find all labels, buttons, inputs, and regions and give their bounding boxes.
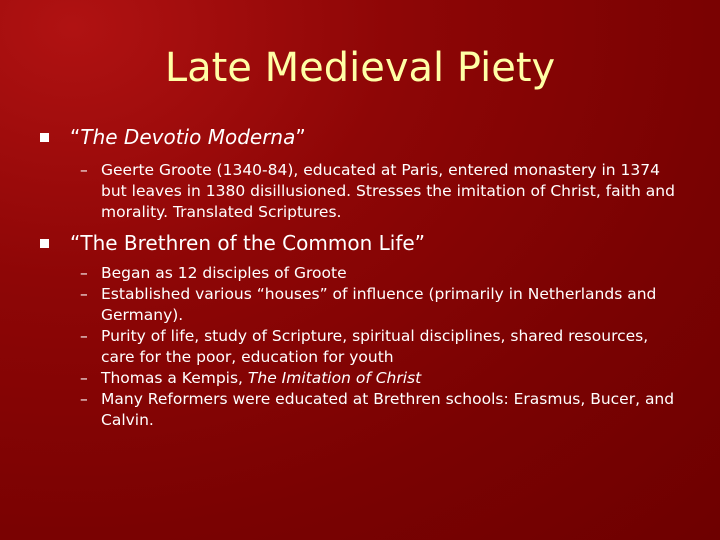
sub-item-reformers <box>80 389 680 431</box>
dash-marker: – <box>80 285 88 303</box>
kempis-text: Thomas a Kempis, <box>101 369 248 387</box>
sub-item-text <box>101 368 680 389</box>
sub-item-text: Purity of life, study of Scripture, spiritual disciplines, shared resources, care for the poor, education for youth <box>101 327 649 366</box>
slide-title: Late Medieval Piety <box>164 45 556 91</box>
imitation-of-christ-title: The Imitation of Christ <box>247 369 422 387</box>
dash-marker: – <box>80 369 88 387</box>
dash-marker: – <box>80 264 88 282</box>
sub-item-text: Began as 12 disciples of Groote <box>101 264 347 282</box>
dash-marker: – <box>80 161 88 179</box>
close-quote: ” <box>295 125 306 149</box>
sub-item-kempis <box>80 368 680 389</box>
devotio-subitems <box>80 160 680 223</box>
open-quote: “ <box>70 125 81 149</box>
bullet-devotio-moderna <box>40 123 306 151</box>
sub-item-purity <box>80 326 680 368</box>
devotio-moderna-text: The Devotio Moderna <box>80 125 296 149</box>
sub-item-disciples <box>80 263 680 284</box>
square-bullet-icon <box>40 239 49 248</box>
bullet-brethren <box>40 229 425 257</box>
sub-item-text: Geerte Groote (1340-84), educated at Paris, entered monastery in 1374 but leaves in 1380 disillusioned. Stresses the imitation of Christ, faith and morality. Translated Scriptures. <box>101 161 675 221</box>
sub-item-text: Established various “houses” of influence (primarily in Netherlands and Germany). <box>101 285 657 324</box>
dash-marker: – <box>80 390 88 408</box>
sub-item-houses <box>80 284 680 326</box>
dash-marker: – <box>80 327 88 345</box>
bullet-label: “The Brethren of the Common Life” <box>70 231 426 255</box>
sub-item-text: Many Reformers were educated at Brethren schools: Erasmus, Bucer, and Calvin. <box>101 390 675 429</box>
sub-item-groote <box>80 160 680 223</box>
brethren-subitems <box>80 263 680 431</box>
square-bullet-icon <box>40 133 49 142</box>
bullet-label <box>70 123 306 151</box>
